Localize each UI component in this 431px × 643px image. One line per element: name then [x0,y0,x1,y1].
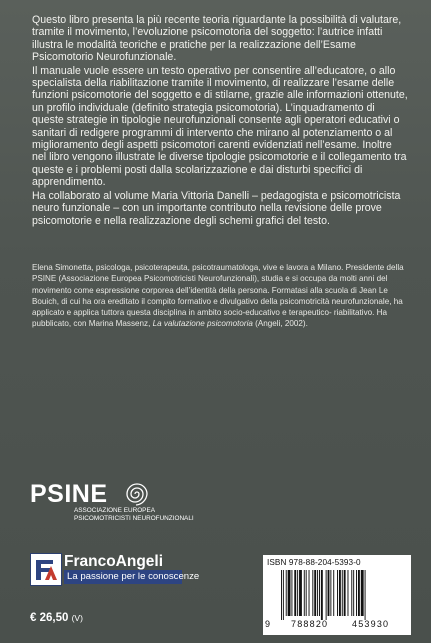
blurb-paragraph-2: Il manuale vuole essere un testo operativo per consentire all’educatore, o allo specialista della riabilitazione tramite il movimento, di realizzare l’esame delle funzioni psicomotorie del soggetto e di stilarne, grazie alle informazioni ottenute, un profilo individuale (definito strategia psicomotoria). L’inquadramento di queste strategie in tipologie neurofunzionali consente agli operatori educativi o sanitari di redigere programmi di intervento che mirano al potenziamento o al miglioramento degli aspetti psicomotori carenti evidenziati nell’esame. Inoltre nel libro vengono illustrate le diverse tipologie psicomotorie e il collegamento tra queste e i problemi posti dalla scolarizzazione e dai disturbi specifici di apprendimento. [32,64,408,189]
blurb-text [32,14,408,227]
barcode-bar [353,570,354,616]
barcode-bar [328,570,330,616]
publisher-name: FrancoAngeli [64,553,164,570]
barcode-bar [304,570,305,616]
barcode-bar [317,570,318,616]
barcode-bar [358,570,360,616]
barcode-bar [283,570,284,620]
blurb-paragraph-3: Ha collaborato al volume Maria Vittoria Danelli – pedagogista e psicomotricista neuro funzionale – con un importante contributo nella revisione delle prove psicomotorie e nella realizzazione degli schemi grafici del testo. [32,189,401,227]
publisher-logo [30,553,200,593]
barcode-digit-first: 9 [265,619,271,629]
barcode-bar [365,570,366,620]
francoangeli-logo-icon [30,553,62,586]
barcode-bar [312,570,313,616]
barcode-bar [314,570,316,616]
barcode-bar [344,570,346,616]
spiral-swirl-icon [122,481,152,507]
author-bio [32,262,408,330]
barcode-bar [339,570,341,616]
barcode-digits-right: 453930 [352,619,390,629]
barcode-bar [306,570,307,616]
barcode-bar [356,570,357,616]
author-bio-text: Elena Simonetta, psicologa, psicoterapeuta, psicotraumatologa, vive e lavora a Milano. Presidente della PSINE (Associazione Europea Psicomotricisti Neurofunzionali), studia e si occupa da molti anni del movimento come espressione corporea dell’identità della persona. Formatasi alla scuola di Jean Le Bouich, di cui ha ora ereditato il compito formativo e divulgativo della psicomotricità neurofunzionale, ha applicato e applica tuttora questa disciplina in ambito socio-educativo e terapeutico- riabilitativo. Ha pubblicato, con Marina Massenz, [32,263,404,329]
blurb-paragraph-1: Questo libro presenta la più recente teoria riguardante la possibilità di valutare, tramite il movimento, l’evoluzione psicomotoria del soggetto: l’autrice infatti illustra le modalità teoriche e pratiche per la realizzazione dell’Esame Psicomotorio Neurofunzionale. [32,14,402,64]
barcode-bar [288,570,291,616]
barcode-bar [291,570,292,616]
psine-logo [30,480,194,528]
barcode-bar [333,570,334,616]
price-amount: € 26,50 [30,612,69,624]
barcode-bar [321,570,323,620]
barcode-bar [348,570,349,616]
publisher-tagline: La passione per le conoscenze [64,570,182,584]
barcode-bar [309,570,310,616]
referenced-book-title: La valutazione psicomotoria [152,319,253,329]
barcode-bar [326,570,327,620]
barcode-bar [281,570,282,620]
psine-subtitle-1: ASSOCIAZIONE EUROPEA [74,507,155,514]
barcode-bar [330,570,331,616]
price-vat: (V) [71,613,83,623]
author-bio-tail: (Angeli, 2002). [252,319,308,329]
price [30,612,83,624]
barcode-bar [286,570,287,616]
barcode-bar [294,570,296,616]
isbn-label: ISBN 978-88-204-5393-0 [267,558,361,567]
barcode-bar [361,570,364,616]
isbn-barcode-box [263,555,411,635]
barcode-bar [337,570,338,616]
barcode [267,570,407,622]
psine-subtitle-2: PSICOMOTRICISTI NEUROFUNZIONALI [74,515,194,522]
psine-wordmark: PSINE [30,480,108,508]
barcode-bar [351,570,352,616]
barcode-bar [299,570,302,616]
barcode-bar [319,570,320,616]
barcode-bar [297,570,298,616]
barcode-bar [342,570,343,616]
barcode-digits-left: 788820 [291,619,329,629]
